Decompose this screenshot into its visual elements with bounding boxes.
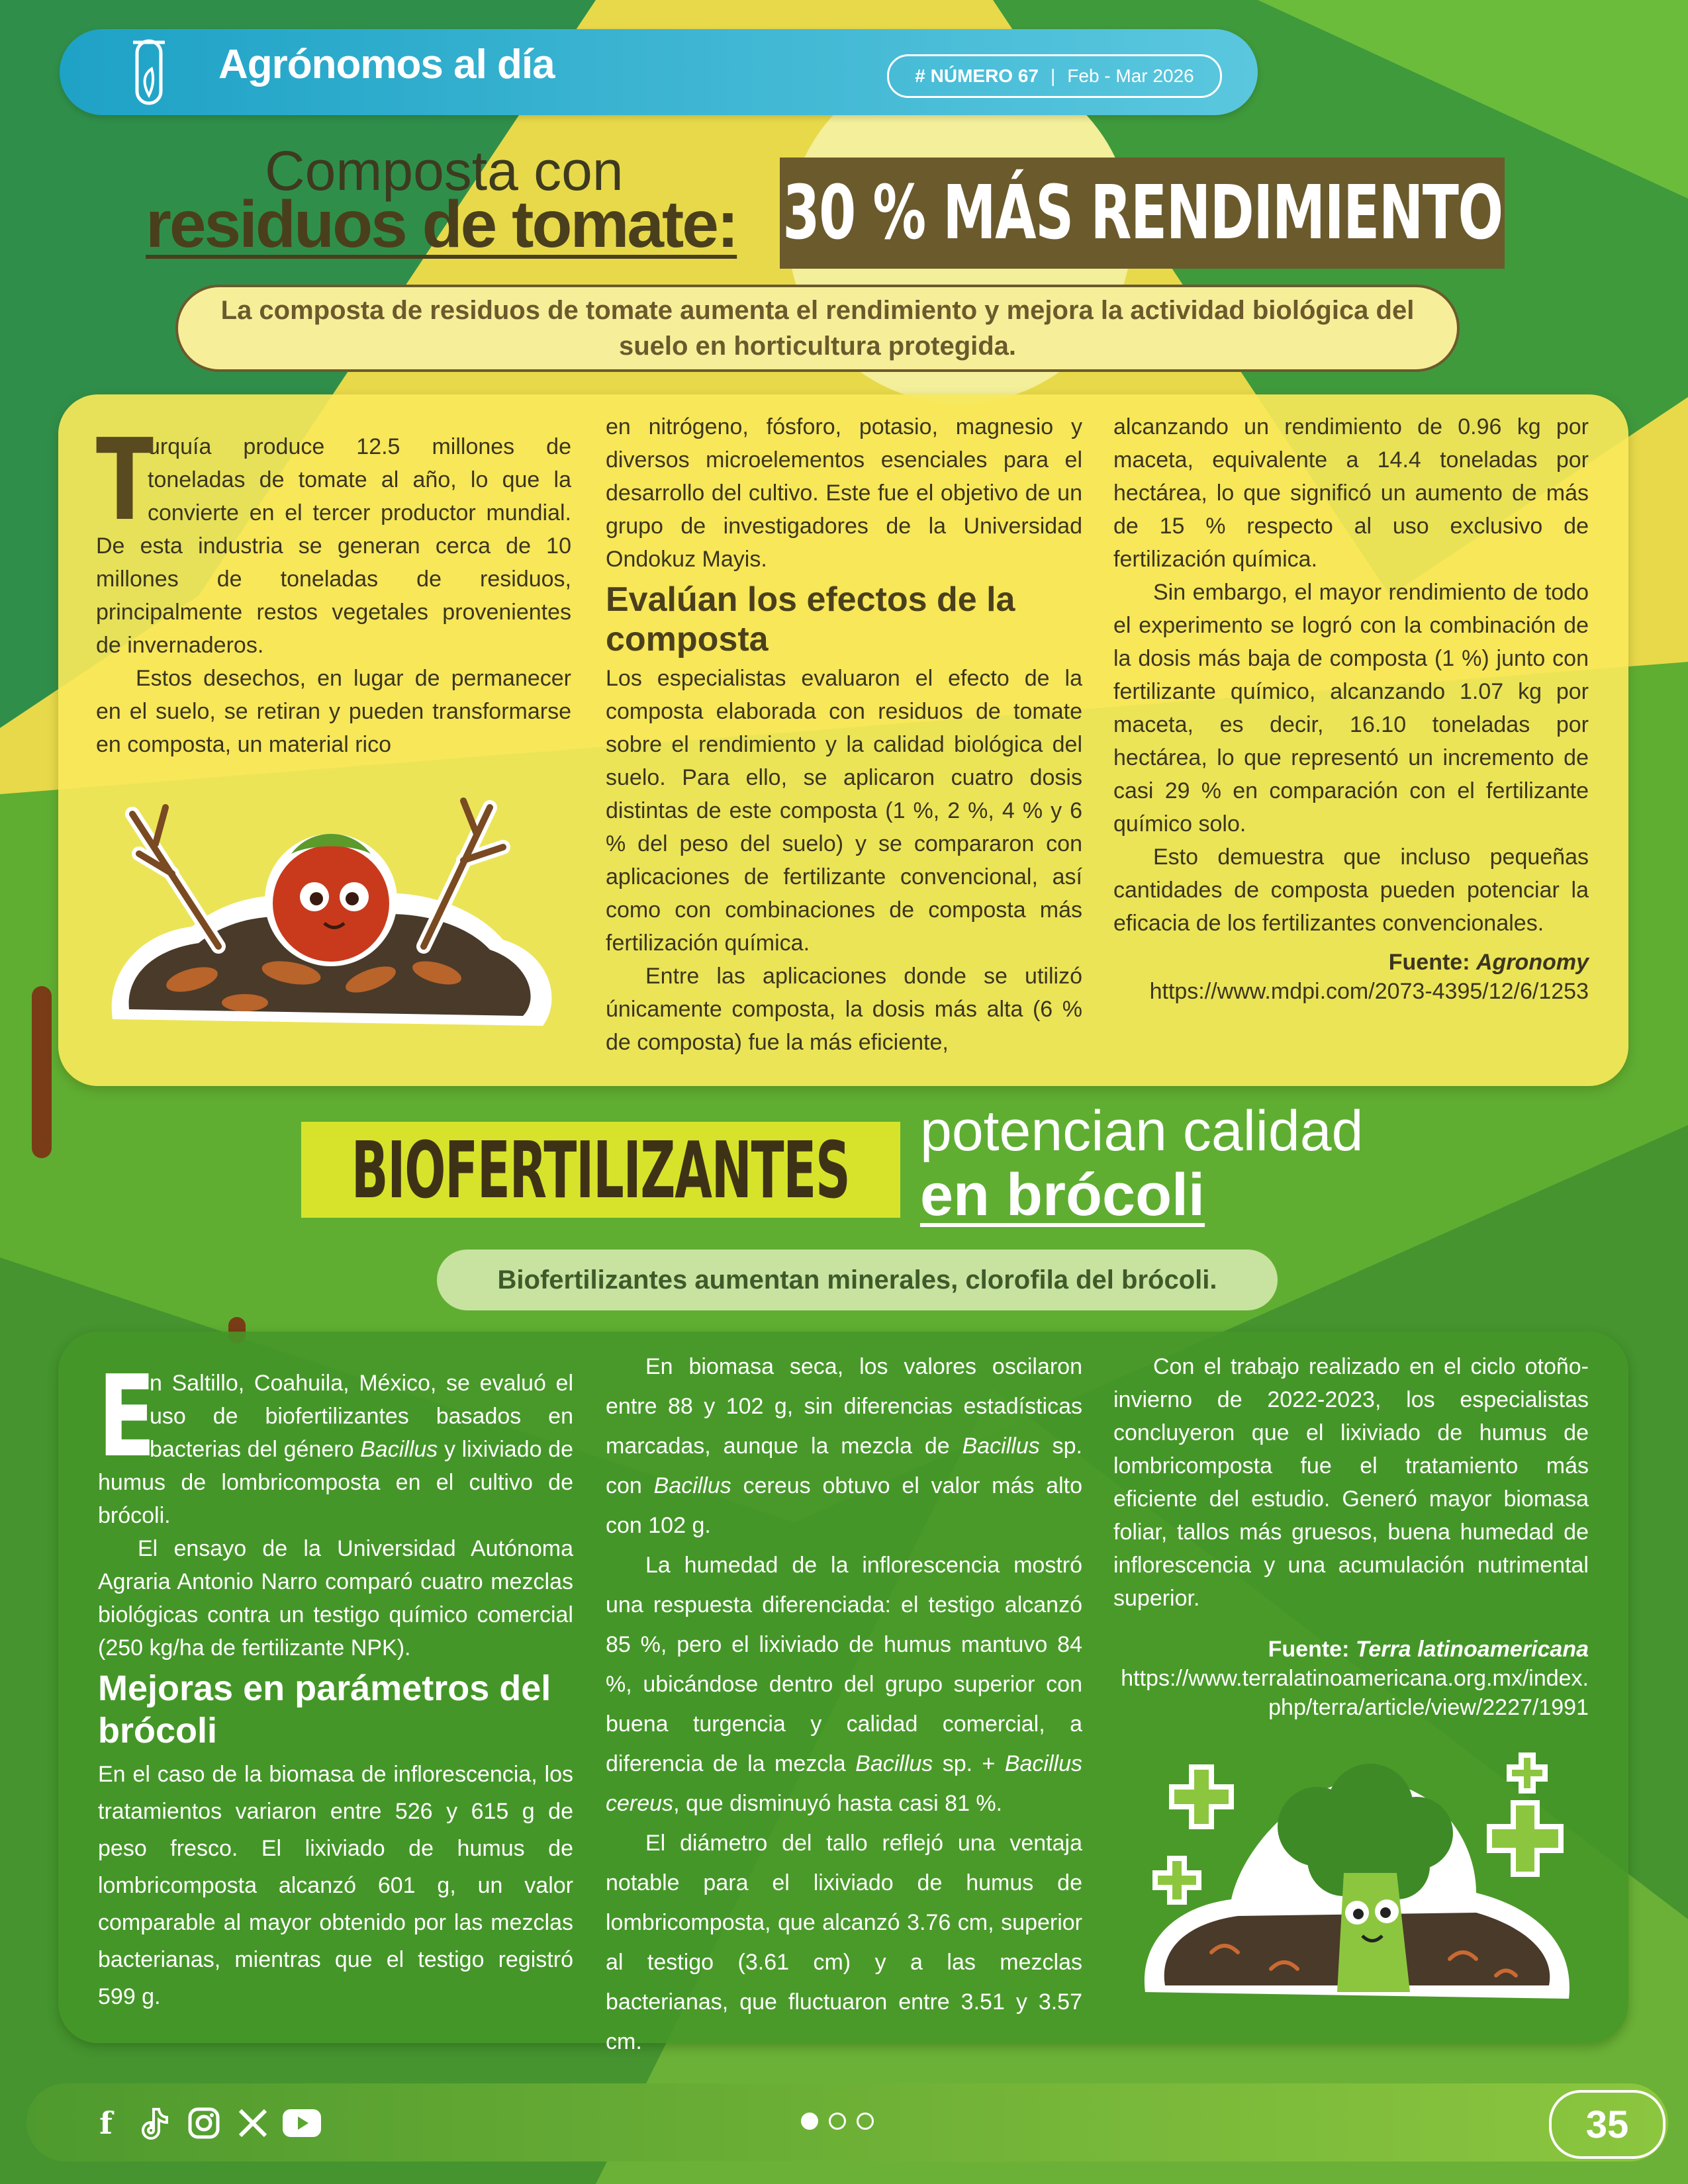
dropcap: E [98,1351,156,1482]
article2-summary: Biofertilizantes aumentan minerales, clorofila del brócoli. [437,1250,1278,1310]
paragraph: en nitrógeno, fósforo, potasio, magnesio y diversos microelementos esenciales para el desarrollo del cultivo. Este fue el objetivo de un grupo de investigadores de la Universidad Ondokuz Mayis. [606,414,1082,572]
article2-title-highlight: BIOFERTILIZANTES [301,1122,900,1218]
article1-column3 [1113,410,1589,1006]
article2-title-line2: en brócoli [920,1162,1205,1228]
issue-badge: # NÚMERO 67 | Feb - Mar 2026 [887,54,1222,98]
article1-column1 [96,415,571,761]
article2-title-line1: potencian calidad [920,1099,1364,1163]
magazine-section-title: Agrónomos al día [218,42,555,87]
compost-tomato-illustration [93,781,569,1046]
article2-subheading: Mejoras en parámetros del brócoli [98,1668,551,1751]
x-icon[interactable] [233,2103,273,2143]
paragraph: El diámetro del tallo reflejó una ventaja notable para el lixiviado de humus de lombricomposta, que alcanzó 3.76 cm, superior al testigo (3.61 cm) y a las mezclas bacterianas, que fluctuaron entre 3.51 y 3.57 cm. [606,1831,1082,2054]
article1-summary: La composta de residuos de tomate aumenta el rendimiento y mejora la actividad biológica del suelo en horticultura protegida. [175,285,1460,372]
social-links [86,2103,322,2143]
article1-title-highlight: 30 % MÁS RENDIMIENTO [780,158,1505,269]
broccoli-illustration [1119,1741,1595,2025]
facebook-icon[interactable]: f [99,2105,113,2141]
page-dot[interactable] [857,2113,874,2130]
article2-source: Fuente: Terra latinoamericana https://www.terralatinoamericana.org.mx/index.php/terra/article/view/2227/1991 [1121,1637,1589,1720]
article1-source: Fuente: Agronomy https://www.mdpi.com/2073-4395/12/6/1253 [1149,950,1589,1004]
article2-column2 [606,1347,1082,2062]
article2-column3 [1113,1350,1589,1722]
article1-column2 [606,410,1082,1059]
paragraph: alcanzando un rendimiento de 0.96 kg por maceta, equivalente a 14.4 toneladas por hectárea, lo que significó un aumento de más de 15 % respecto al uso exclusivo de fertilización química. [1113,414,1589,572]
dropcap: T [96,415,154,546]
paragraph: La humedad de la inflorescencia mostró una respuesta diferenciada: el testigo alcanzó 85 %, pero el lixiviado de humus mantuvo 84 %, ubicándose dentro del grupo superior con buena turgencia y calidad comercial, a diferencia de la mezcla Bacillus sp. + Bacillus cereus, que disminuyó hasta casi 81 %. [606,1553,1082,1816]
issue-date: Feb - Mar 2026 [1067,66,1194,86]
paragraph: Entre las aplicaciones donde se utilizó únicamente composta, la dosis más alta (6 % de composta) fue la más eficiente, [606,964,1082,1055]
paragraph: En biomasa seca, los valores oscilaron entre 88 y 102 g, sin diferencias estadísticas marcadas, aunque la mezcla de Bacillus sp. con Bacillus cereus obtuvo el valor más alto con 102 g. [606,1354,1082,1538]
article1-title-line2: residuos de tomate: [146,187,737,261]
page-dot[interactable] [829,2113,846,2130]
instagram-icon[interactable] [184,2103,224,2143]
youtube-icon[interactable] [282,2103,322,2143]
page-number: 35 [1549,2090,1665,2159]
article2-source-link[interactable]: https://www.terralatinoamericana.org.mx/index.php/terra/article/view/2227/1991 [1121,1666,1589,1720]
test-tube-icon [129,37,169,110]
page-dot[interactable] [801,2113,818,2130]
article1-subheading: Evalúan los efectos de la composta [606,580,1015,659]
page-indicator [801,2113,874,2130]
paragraph: n Saltillo, Coahuila, México, se evaluó el uso de biofertilizantes basados en bacterias del género Bacillus y lixiviado de humus de lombricomposta en el cultivo de brócoli. [98,1371,573,1528]
paragraph: Estos desechos, en lugar de permanecer en el suelo, se retiran y pueden transformarse en composta, un material rico [96,666,571,757]
paragraph: urquía produce 12.5 millones de toneladas de tomate al año, lo que la convierte en el tercer productor mundial. De esta industria se generan cerca de 10 millones de toneladas de residuos, principalmente restos vegetales provenientes de invernaderos. [96,434,571,658]
paragraph: El ensayo de la Universidad Autónoma Agraria Antonio Narro comparó cuatro mezclas biológicas contra un testigo químico comercial (250 kg/ha de fertilizante NPK). [98,1536,573,1661]
article1-source-link[interactable]: https://www.mdpi.com/2073-4395/12/6/1253 [1149,979,1589,1004]
paragraph: En el caso de la biomasa de inflorescencia, los tratamientos variaron entre 526 y 615 g de peso fresco. El lixiviado de humus de lombricomposta alcanzó 601 g, un valor comparable al mayor obtenido por las mezclas bacterianas, mientras que el testigo registró 599 g. [98,1762,573,2009]
tiktok-icon[interactable] [135,2103,175,2143]
article1-title-line1: Composta con [265,140,624,202]
paragraph: Los especialistas evaluaron el efecto de la composta elaborada con residuos de tomate sobre el rendimiento y la calidad biológica del suelo. Para ello, se aplicaron cuatro dosis distintas de este composta (1 %, 2 %, 4 % y 6 % del peso del suelo) y se compararon con aplicaciones de fertilizante convencional, así como con combinaciones de composta más fertilización química. [606,666,1082,956]
article2-column1 [98,1351,573,2015]
paragraph: Esto demuestra que incluso pequeñas cantidades de composta pueden potenciar la eficacia de los fertilizantes convencionales. [1113,844,1589,936]
paragraph: Sin embargo, el mayor rendimiento de todo el experimento se logró con la combinación de la dosis más baja de composta (1 %) junto con fertilizante químico, alcanzando 1.07 kg por maceta, es decir, 16.10 toneladas por hectárea, lo que representó un incremento de casi 29 % en comparación con el fertilizante químico solo. [1113,580,1589,837]
paragraph: Con el trabajo realizado en el ciclo otoño-invierno de 2022-2023, los especialistas concluyeron que el lixiviado de humus de lombricomposta fue el tratamiento más eficiente del estudio. Generó mayor biomasa foliar, tallos más gruesos, buena humedad de inflorescencia y una acumulación nutrimental superior. [1113,1354,1589,1611]
issue-number: # NÚMERO 67 [915,66,1039,86]
